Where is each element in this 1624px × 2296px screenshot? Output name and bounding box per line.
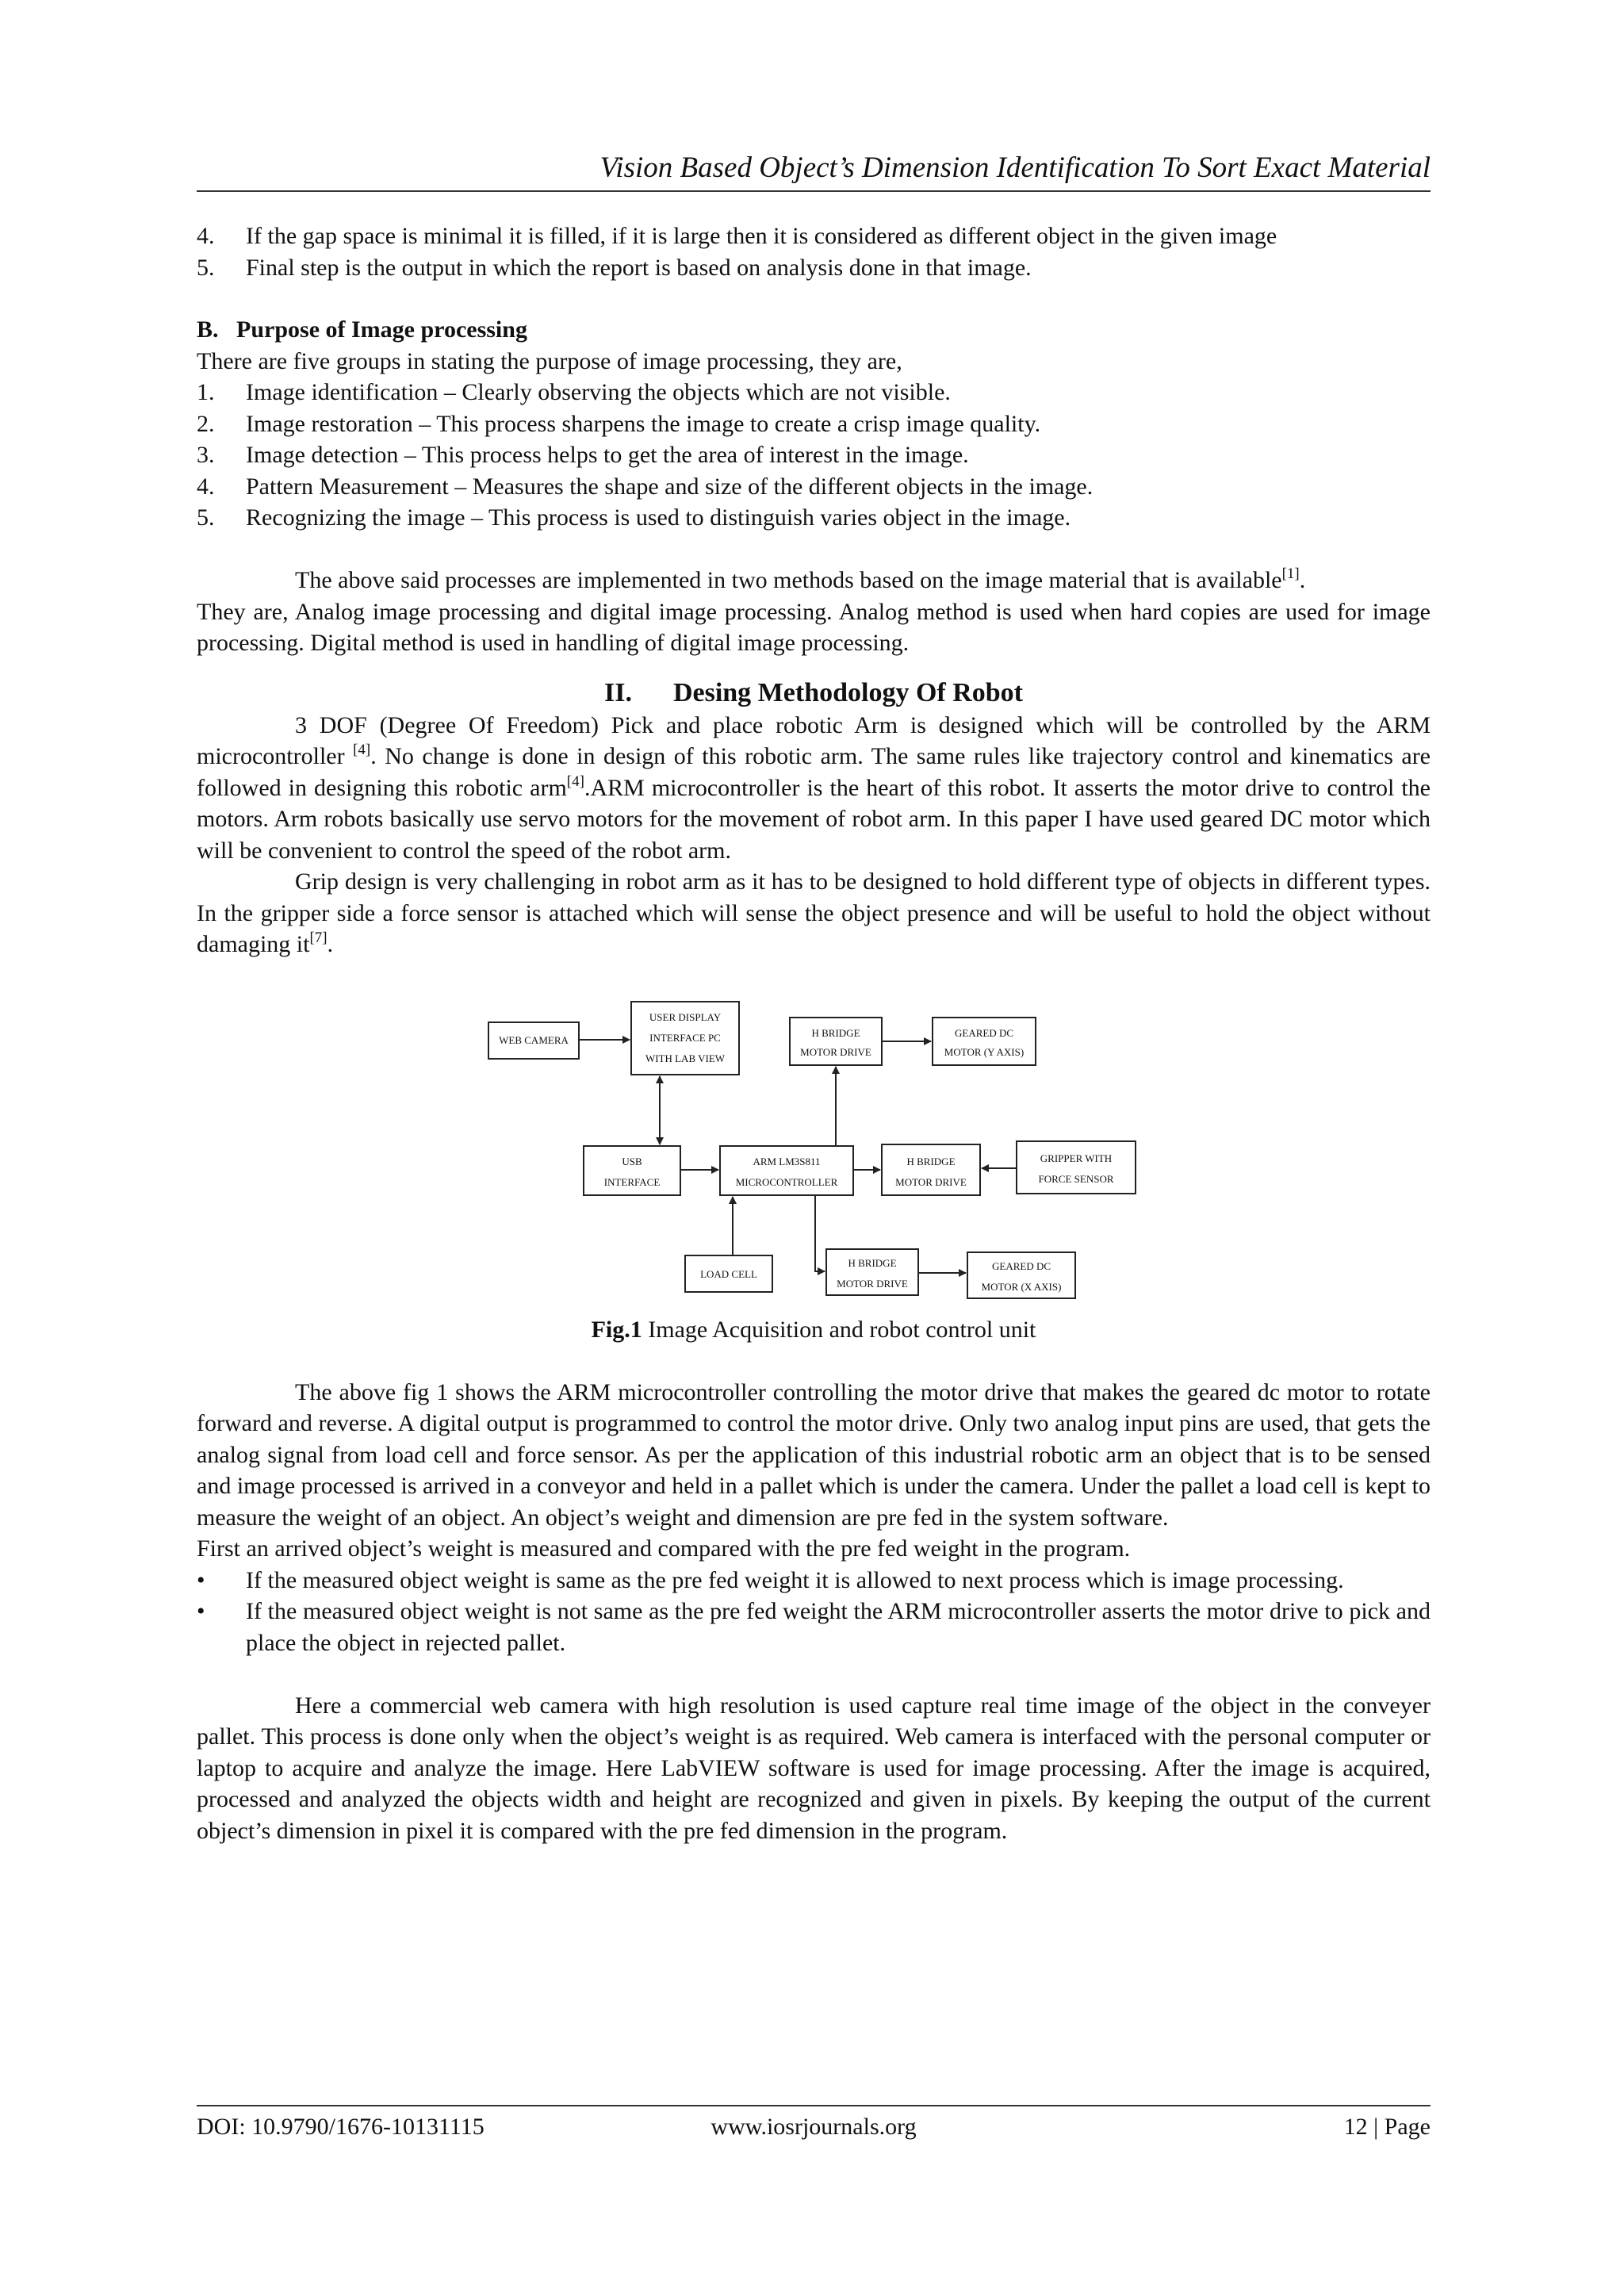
block-label: MICROCONTROLLER xyxy=(735,1175,838,1188)
footer-url[interactable]: www.iosrjournals.org xyxy=(710,2114,917,2140)
paragraph-text: Grip design is very challenging in robot arm as it has to be designed to hold different type of objects in different types. In the gripper side a force sensor is attached which will sense the object presence and will be useful to hold the object without damaging it xyxy=(197,868,1431,957)
list-text: Image restoration – This process sharpens the image to create a crisp image quality. xyxy=(246,410,1041,437)
camera-paragraph: Here a commercial web camera with high resolution is used capture real time image of the object in the conveyer pallet. This process is done only when the object’s weight is as required. Web camera is interfaced with the personal computer or laptop to acquire and analyze the image. Here LabVIEW software is used for image processing. After the image is acquired, processed and analyzed the objects width and height are recognized and given in pixels. By keeping the output of the current object’s dimension in pixel it is compared with the pre fed dimension in the program. xyxy=(197,1692,1431,1844)
list-item xyxy=(197,502,1431,534)
citation-ref: [1] xyxy=(1281,565,1300,582)
bullet-text: If the measured object weight is not same as the pre fed weight the ARM microcontroller asserts the motor drive to pick and place the object in rejected pallet. xyxy=(246,1598,1431,1656)
citation-ref: [7] xyxy=(309,930,327,946)
list-item xyxy=(197,220,1431,252)
block-label: ARM LM3S811 xyxy=(753,1155,821,1167)
bullet-item xyxy=(197,1565,1431,1596)
section-number: II. xyxy=(603,677,632,707)
subsection-heading: B. Purpose of Image processing xyxy=(197,316,527,343)
running-head: Vision Based Object’s Dimension Identification To Sort Exact Material xyxy=(599,151,1431,184)
footer-rule xyxy=(197,2105,1431,2106)
block-label: INTERFACE PC xyxy=(649,1031,721,1044)
list-number: 2. xyxy=(197,410,215,437)
figure-caption xyxy=(197,1314,1431,1346)
block-label: H BRIDGE xyxy=(811,1026,860,1039)
design-paragraph xyxy=(197,710,1431,867)
caption-text: Image Acquisition and robot control unit xyxy=(642,1316,1036,1343)
figure-label: Fig.1 xyxy=(591,1316,642,1343)
paragraph-text: . xyxy=(1299,567,1306,593)
list-item xyxy=(197,377,1431,408)
list-item xyxy=(197,471,1431,503)
footer-doi: DOI: 10.9790/1676-10131115 xyxy=(197,2114,485,2140)
paragraph-text: 3 DOF (Degree Of Freedom) Pick and place robotic Arm is designed which will be controlled by the ARM microcontroller xyxy=(197,711,1431,769)
list-text: If the gap space is minimal it is filled, if it is large then it is considered as different object in the given image xyxy=(246,223,1277,249)
citation-ref: [4] xyxy=(353,742,371,758)
bullet-item xyxy=(197,1596,1431,1658)
weight-bullets xyxy=(197,1565,1431,1659)
grip-paragraph xyxy=(197,866,1431,960)
bullet-icon: • xyxy=(197,1598,205,1624)
methods-types-paragraph: They are, Analog image processing and digital image processing. Analog method is used when hard copies are used for image processing. Digital method is used in handling of digital image processing. xyxy=(197,598,1431,656)
header-rule xyxy=(197,190,1431,192)
list-text: Image identification – Clearly observing the objects which are not visible. xyxy=(246,379,951,405)
citation-ref: [4] xyxy=(566,772,584,790)
block-label: GRIPPER WITH xyxy=(1040,1152,1113,1164)
block-label: WEB CAMERA xyxy=(499,1033,569,1046)
arrow-arm-to-hbridge-bot xyxy=(815,1195,825,1271)
paragraph-text: .ARM microcontroller is the heart of this robot. It asserts the motor drive to control the motors. Arm robots basically use servo motors for the movement of robot arm. In this paper I have used geared DC motor which will be convenient to control the speed of the robot arm. xyxy=(197,774,1431,864)
list-text: Recognizing the image – This process is used to distinguish varies object in the image. xyxy=(246,504,1071,531)
paragraph-gap xyxy=(197,1658,1431,1690)
list-item xyxy=(197,252,1431,284)
block-label: MOTOR DRIVE xyxy=(837,1277,908,1290)
steps-list-continued xyxy=(197,220,1431,283)
list-item xyxy=(197,408,1431,440)
list-item xyxy=(197,439,1431,471)
weight-check-paragraph: First an arrived object’s weight is measured and compared with the pre fed weight in the program. xyxy=(197,1535,1131,1562)
paragraph-text: . xyxy=(327,931,334,957)
list-number: 5. xyxy=(197,504,215,531)
paragraph-gap xyxy=(197,1345,1431,1377)
paragraph-text: The above said processes are implemented in two methods based on the image material that is available xyxy=(295,567,1282,593)
list-number: 5. xyxy=(197,254,215,281)
section-heading xyxy=(197,677,1431,710)
methods-paragraph xyxy=(197,565,1431,596)
list-text: Pattern Measurement – Measures the shape and size of the different objects in the image. xyxy=(246,473,1094,500)
list-number: 4. xyxy=(197,223,215,249)
paragraph-text: . No change is done in design of this robotic arm. The same rules like trajectory control and kinematics are followed in designing this robotic arm xyxy=(197,743,1431,801)
block-label: USB xyxy=(622,1155,642,1167)
bullet-text: If the measured object weight is same as the pre fed weight it is allowed to next process which is image processing. xyxy=(246,1566,1344,1593)
footer-page-number: 12 | Page xyxy=(1343,2114,1431,2140)
bullet-icon: • xyxy=(197,1566,205,1593)
gripper-block xyxy=(1017,1141,1136,1194)
block-label: H BRIDGE xyxy=(906,1155,956,1167)
section-title: Desing Methodology Of Robot xyxy=(672,677,1024,707)
block-label: WITH LAB VIEW xyxy=(645,1052,726,1064)
purpose-list xyxy=(197,377,1431,534)
hbridge-top-block xyxy=(790,1018,882,1065)
geared-y-block xyxy=(933,1018,1036,1065)
list-text: Image detection – This process helps to get the area of interest in the image. xyxy=(246,442,969,468)
block-label: MOTOR (Y AXIS) xyxy=(944,1045,1025,1058)
list-number: 4. xyxy=(197,473,215,500)
block-diagram xyxy=(197,994,1431,1311)
block-label: MOTOR (X AXIS) xyxy=(981,1280,1062,1293)
fig-discussion-paragraph: The above fig 1 shows the ARM microcontroller controlling the motor drive that makes the geared dc motor to rotate forward and reverse. A digital output is programmed to control the motor drive. Only two analog input pins are used, that gets the analog signal from load cell and force sensor. As per the application of this industrial robotic arm an object that is to be sensed and image processed is arrived in a conveyor and held in a pallet which is under the camera. Under the pallet a load cell is kept to measure the weight of an object. An object’s weight and dimension are pre fed in the system software. xyxy=(197,1378,1431,1531)
list-text: Final step is the output in which the report is based on analysis done in that image. xyxy=(246,254,1032,281)
paragraph-gap xyxy=(197,534,1431,565)
block-label: MOTOR DRIVE xyxy=(800,1045,871,1058)
block-label: FORCE SENSOR xyxy=(1038,1172,1114,1185)
block-label: GEARED DC xyxy=(991,1259,1051,1272)
subsection-intro: There are five groups in stating the purpose of image processing, they are, xyxy=(197,347,902,374)
block-label: USER DISPLAY xyxy=(649,1010,722,1023)
block-label: GEARED DC xyxy=(954,1026,1014,1039)
block-label: LOAD CELL xyxy=(700,1267,757,1280)
list-number: 3. xyxy=(197,442,215,468)
block-label: MOTOR DRIVE xyxy=(895,1175,967,1188)
list-number: 1. xyxy=(197,379,215,405)
page-body xyxy=(197,220,1431,1846)
block-label: INTERFACE xyxy=(603,1175,661,1188)
block-label: H BRIDGE xyxy=(848,1256,897,1269)
